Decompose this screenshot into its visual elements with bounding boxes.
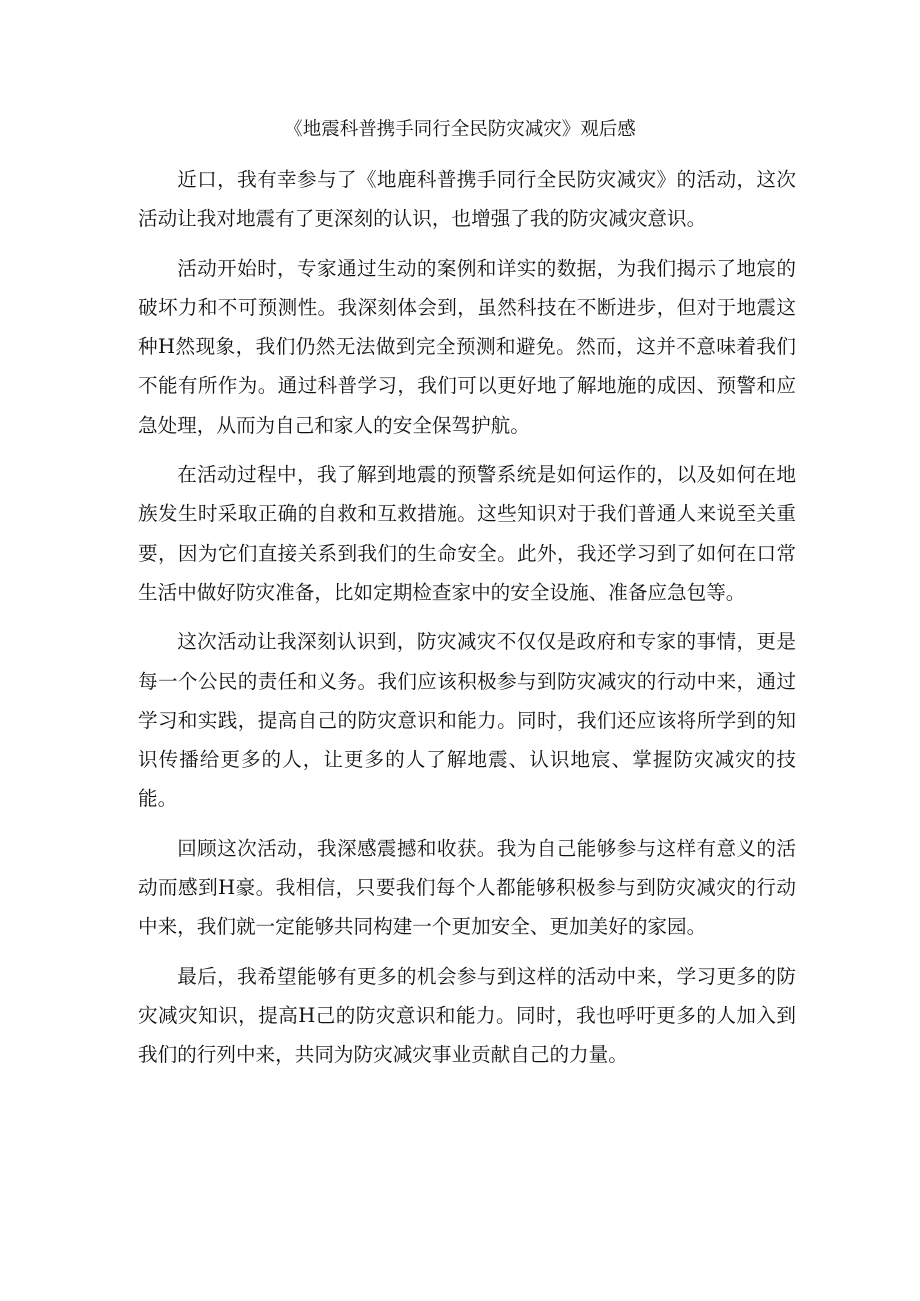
document-title: 《地震科普携手同行全民防灾减灾》观后感 (284, 119, 636, 140)
paragraph-6: 最后，我希望能够有更多的机会参与到这样的活动中来，学习更多的防灾减灾知识，提高H己的防灾意识和能力。同时，我也呼吁更多的人加入到我们的行列中来，共同为防灾减灾事业贡献自己的力量。 (138, 964, 796, 1067)
paragraph-3: 在活动过程中，我了解到地震的预警系统是如何运作的，以及如何在地族发生时采取正确的自救和互救措施。这些知识对于我们普通人来说至关重要，因为它们直接关系到我们的生命安全。此外，我还学习到了如何在口常生活中做好防灾准备，比如定期检查家中的安全设施、准备应急包等。 (138, 463, 796, 604)
paragraph-4: 这次活动让我深刻认识到，防灾减灾不仅仅是政府和专家的事情，更是每一个公民的责任和义务。我们应该积极参与到防灾减灾的行动中来，通过学习和实践，提高自己的防灾意识和能力。同时，我们还应该将所学到的知识传播给更多的人，让更多的人了解地震、认识地宸、掌握防灾减灾的技能。 (138, 630, 796, 811)
paragraph-2: 活动开始时，专家通过生动的案例和详实的数据，为我们揭示了地宸的破坏力和不可预测性。我深刻体会到，虽然科技在不断进步，但对于地震这种H然现象，我们仍然无法做到完全预测和避免。然而，这并不意味着我们不能有所作为。通过科普学习，我们可以更好地了解地施的成因、预警和应急处理，从而为自己和家人的安全保驾护航。 (138, 256, 796, 437)
paragraph-1: 近口，我有幸参与了《地鹿科普携手同行全民防灾减灾》的活动，这次活动让我对地震有了更深刻的认识，也增强了我的防灾减灾意识。 (138, 168, 796, 231)
document-body (138, 160, 796, 1075)
paragraph-5: 回顾这次活动，我深感震撼和收获。我为自己能够参与这样有意义的活动而感到H豪。我相信，只要我们每个人都能够积极参与到防灾减灾的行动中来，我们就一定能够共同构建一个更加安全、更加美好的家园。 (138, 836, 796, 939)
